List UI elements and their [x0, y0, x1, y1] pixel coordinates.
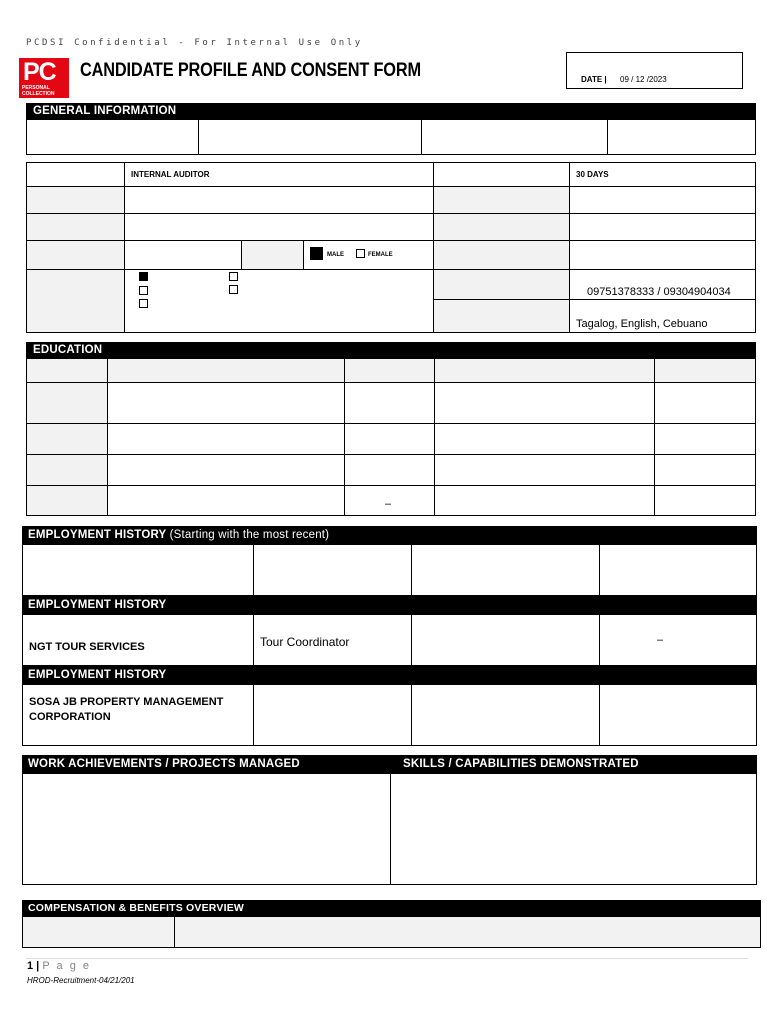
job2-position-field[interactable]: [253, 614, 412, 666]
position-value: INTERNAL AUDITOR: [131, 170, 210, 179]
document-reference: HROD-Recruitment-04/21/201: [27, 976, 135, 985]
birthdate-field[interactable]: [124, 240, 242, 270]
logo-text: PC: [23, 58, 56, 86]
confidential-notice: PCDSI Confidential - For Internal Use Only: [26, 38, 363, 48]
job3-company-value: SOSA JB PROPERTY MANAGEMENT CORPORATION: [29, 696, 224, 723]
civil-status-label-cell: [26, 269, 125, 333]
date-box: [566, 52, 743, 89]
edu-course-field[interactable]: [434, 382, 655, 424]
edu-school-field[interactable]: [107, 423, 345, 455]
edu-header-cell: [107, 358, 345, 383]
name-field-last[interactable]: [26, 119, 199, 155]
edu-honors-field[interactable]: [654, 485, 756, 516]
name-field-first[interactable]: [198, 119, 422, 155]
edu-year-field[interactable]: [344, 454, 435, 486]
skills-field[interactable]: [390, 773, 757, 885]
edu-header-cell: [434, 358, 655, 383]
edu-honors-field[interactable]: [654, 382, 756, 424]
job1-position-field[interactable]: [253, 544, 412, 596]
female-checkbox[interactable]: [356, 249, 365, 258]
general-info-heading: GENERAL INFORMATION: [26, 103, 756, 119]
gender-label-cell: [241, 240, 304, 270]
compensation-label-cell: [22, 916, 175, 948]
edu-year-field[interactable]: [344, 382, 435, 424]
status-checkbox-5[interactable]: [229, 285, 238, 294]
edu-school-field[interactable]: [107, 454, 345, 486]
edu-header-cell: [654, 358, 756, 383]
edu-honors-field[interactable]: [654, 454, 756, 486]
availability-field[interactable]: [569, 162, 756, 187]
edu-school-field[interactable]: [107, 382, 345, 424]
edu-honors-field[interactable]: [654, 423, 756, 455]
edu-year-field[interactable]: [344, 423, 435, 455]
languages-value: Tagalog, English, Cebuano: [576, 318, 708, 330]
label-cell: [433, 213, 570, 241]
job2-company-field[interactable]: [22, 614, 254, 666]
edu-course-field[interactable]: [434, 454, 655, 486]
name-field-middle[interactable]: [421, 119, 608, 155]
education-heading: EDUCATION: [26, 342, 756, 358]
edu-level-cell: [26, 382, 108, 424]
edu-level-cell: [26, 454, 108, 486]
edu-course-field[interactable]: [434, 423, 655, 455]
contact-field[interactable]: [569, 269, 756, 300]
status-checkbox-2[interactable]: [139, 286, 148, 295]
employment-heading-3: EMPLOYMENT HISTORY: [22, 666, 757, 685]
female-label: FEMALE: [368, 252, 393, 258]
input-cell[interactable]: [569, 213, 756, 241]
job3-company-field[interactable]: [22, 684, 254, 746]
employment-heading-1: [22, 526, 757, 545]
job1-company-field[interactable]: [22, 544, 254, 596]
contact-value: 09751378333 / 09304904034: [587, 286, 731, 298]
job3-salary-field[interactable]: [599, 684, 757, 746]
job1-dates-field[interactable]: [411, 544, 600, 596]
employment-heading-sub: (Starting with the most recent): [169, 529, 330, 541]
page-word: P a g e: [42, 960, 91, 972]
job3-position-field[interactable]: [253, 684, 412, 746]
position-field[interactable]: [124, 162, 434, 187]
logo-subtext: PERSONAL COLLECTION: [22, 85, 55, 97]
job2-salary-dash: –: [657, 634, 664, 646]
date-value: 09 / 12 /2023: [620, 75, 667, 84]
achievements-field[interactable]: [22, 773, 391, 885]
employment-heading-2: EMPLOYMENT HISTORY: [22, 596, 757, 615]
company-logo: [19, 58, 69, 98]
gender-field[interactable]: [303, 240, 434, 270]
input-cell[interactable]: [124, 213, 434, 241]
edu-level-cell: [26, 485, 108, 516]
date-label: DATE |: [581, 75, 607, 84]
job2-position-value: Tour Coordinator: [260, 635, 350, 649]
male-label: MALE: [327, 252, 344, 258]
skills-heading: SKILLS / CAPABILITIES DEMONSTRATED: [390, 755, 757, 774]
job2-salary-field[interactable]: [599, 614, 757, 666]
languages-label-cell: [433, 299, 570, 333]
label-cell: [26, 240, 125, 270]
availability-label-cell: [433, 162, 570, 187]
employment-heading-text: EMPLOYMENT HISTORY: [28, 529, 167, 541]
edu-header-cell: [344, 358, 435, 383]
compensation-field[interactable]: [174, 916, 761, 948]
label-cell: [26, 186, 125, 214]
footer-divider: [26, 958, 748, 959]
civil-status-field[interactable]: [124, 269, 434, 333]
edu-year-dash: –: [385, 498, 392, 510]
availability-value: 30 DAYS: [576, 170, 609, 179]
compensation-heading: COMPENSATION & BENEFITS OVERVIEW: [22, 900, 761, 917]
edu-level-cell: [26, 423, 108, 455]
label-cell: [26, 213, 125, 241]
input-cell[interactable]: [569, 186, 756, 214]
name-field-extra[interactable]: [607, 119, 756, 155]
languages-field[interactable]: [569, 299, 756, 333]
edu-header-cell: [26, 358, 108, 383]
status-checkbox-3[interactable]: [139, 299, 148, 308]
input-cell[interactable]: [569, 240, 756, 270]
page-number: 1 | P a g e: [27, 960, 91, 972]
male-checkbox[interactable]: [310, 247, 323, 260]
job2-company-value: NGT TOUR SERVICES: [29, 641, 145, 653]
job1-salary-field[interactable]: [599, 544, 757, 596]
input-cell[interactable]: [124, 186, 434, 214]
status-checkbox-4[interactable]: [229, 272, 238, 281]
edu-course-field[interactable]: [434, 485, 655, 516]
achievements-heading: WORK ACHIEVEMENTS / PROJECTS MANAGED: [22, 755, 391, 774]
status-checkbox-1[interactable]: [139, 272, 148, 281]
form-title: CANDIDATE PROFILE AND CONSENT FORM: [80, 60, 421, 81]
edu-school-field[interactable]: [107, 485, 345, 516]
page-number-value: 1: [27, 960, 34, 972]
job2-dates-field[interactable]: [411, 614, 600, 666]
label-cell: [433, 186, 570, 214]
contact-label-cell: [433, 269, 570, 300]
label-cell: [433, 240, 570, 270]
job3-dates-field[interactable]: [411, 684, 600, 746]
edu-year-field[interactable]: [344, 485, 435, 516]
position-label-cell: [26, 162, 125, 187]
